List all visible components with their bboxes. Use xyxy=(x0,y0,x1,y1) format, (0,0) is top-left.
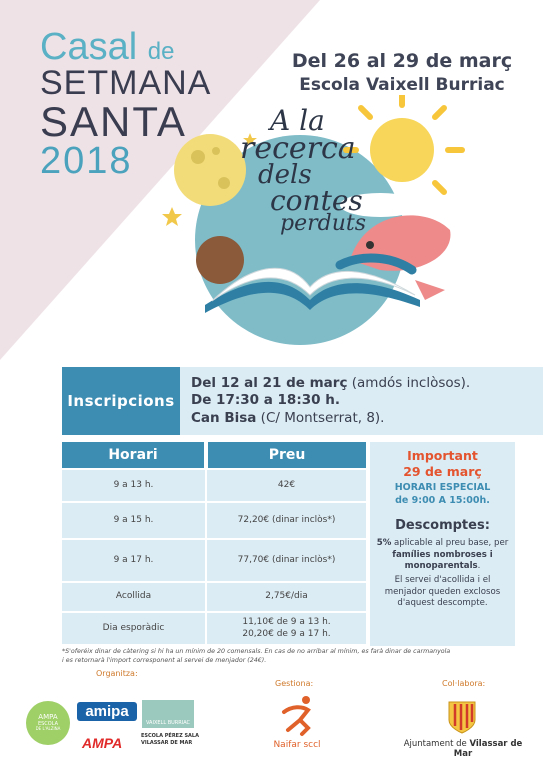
price-line: 11,10€ de 9 a 13 h. xyxy=(242,616,331,627)
table-row xyxy=(62,468,366,501)
inscriptions-details xyxy=(191,375,536,427)
special-hours: de 9:00 A 15:00h. xyxy=(395,495,490,507)
naifar-logo: Naifar sccl xyxy=(273,740,321,750)
title-setmana: SETMANA xyxy=(40,64,212,102)
escola-perez-sala-logo xyxy=(141,733,201,746)
special-hours-label: HORARI ESPECIAL xyxy=(394,481,491,493)
title-year: 2018 xyxy=(40,139,133,182)
discount-end: . xyxy=(477,561,481,572)
ampa-red-logo: AMPA xyxy=(82,735,123,751)
title-casal: Casal xyxy=(40,26,138,68)
logo-text: ESCOLA PÉREZ SALA xyxy=(141,733,199,739)
discount-text: aplicable al preu base, per xyxy=(391,538,509,549)
date-range: Del 26 al 29 de març xyxy=(291,50,513,72)
discount-families: famílies nombroses i monoparentals xyxy=(392,549,493,572)
table-row xyxy=(62,501,366,538)
event-dates xyxy=(272,50,532,95)
cell-price: 42€ xyxy=(207,470,366,501)
organitza-label: Organitza: xyxy=(96,669,138,678)
vaixell-logo: VAIXELL BURRIAC xyxy=(142,700,194,728)
amipa-logo: amipa xyxy=(77,702,137,721)
cell-time: 9 a 15 h. xyxy=(62,503,205,538)
header-preu: Preu xyxy=(208,442,366,468)
logo-text: VILASSAR DE MAR xyxy=(141,739,193,746)
collabora-label: Col·labora: xyxy=(442,679,486,688)
title-santa: SANTA xyxy=(40,97,187,145)
footnote-line: *S'oferéix dinar de càtering si hi ha un mínim de 20 comensals. En cas de no arribar al mínim, es farà dinar de carmanyola xyxy=(62,648,451,655)
crest-icon xyxy=(447,700,477,734)
inscriptions-address: (C/ Montserrat, 8). xyxy=(256,409,385,426)
theme-line: dels xyxy=(258,160,312,191)
star-icon xyxy=(162,207,182,226)
logo-text: ESCOLA xyxy=(37,720,59,727)
school-name: Escola Vaixell Burriac xyxy=(299,75,505,95)
schedule-table xyxy=(62,442,366,644)
cell-time: 9 a 13 h. xyxy=(62,470,205,501)
theme-line: contes xyxy=(270,183,363,217)
ajuntament-logo xyxy=(398,739,528,759)
theme-line: recerca xyxy=(240,130,356,166)
inscriptions-label: Inscripcions xyxy=(62,367,180,435)
discount-exclusion: El servei d'acollida i el menjador queden exclosos d'aquest descompte. xyxy=(384,574,501,609)
ampa-circle-logo xyxy=(26,701,70,745)
discount-pct: 5% xyxy=(376,538,392,549)
cell-price: 72,20€ (dinar inclòs*) xyxy=(207,503,366,538)
cell-time: Dia esporàdic xyxy=(62,613,205,644)
gestiona-label: Gestiona: xyxy=(275,679,314,688)
important-date: 29 de març xyxy=(403,464,482,480)
theme-line: A la xyxy=(270,104,325,137)
ajuntament-town: Vilassar de Mar xyxy=(453,739,523,759)
inscriptions-place: Can Bisa xyxy=(191,409,257,426)
footnote xyxy=(62,648,517,665)
inscriptions-dates-note: (amdós inclòsos). xyxy=(347,375,471,391)
theme-title xyxy=(240,104,400,237)
cell-price xyxy=(207,613,366,644)
table-row xyxy=(62,538,366,581)
header-horari: Horari xyxy=(62,442,204,468)
table-row xyxy=(62,611,366,644)
cell-price: 2,75€/dia xyxy=(207,583,366,611)
theme-line: perduts xyxy=(280,211,367,237)
naifar-runner-icon xyxy=(278,694,318,738)
important-panel xyxy=(370,442,515,646)
discounts-title: Descomptes: xyxy=(395,518,490,534)
title-de: de xyxy=(147,38,175,65)
cell-price: 77,70€ (dinar inclòs*) xyxy=(207,540,366,581)
discounts-text xyxy=(370,538,515,573)
table-row xyxy=(62,581,366,611)
cell-time: Acollida xyxy=(62,583,205,611)
moon-icon xyxy=(174,134,246,206)
inscriptions-dates: Del 12 al 21 de març xyxy=(191,375,348,391)
inscriptions-hours: De 17:30 a 18:30 h. xyxy=(191,392,340,409)
footnote-line: i es retornarà l'import corresponent al servei de menjador (24€). xyxy=(62,656,267,664)
coconut-icon xyxy=(196,236,244,284)
important-label: Important xyxy=(407,448,478,463)
ajuntament-text: Ajuntament de xyxy=(403,739,470,749)
price-line: 20,20€ de 9 a 17 h. xyxy=(242,628,331,639)
logo-text: AMPA xyxy=(38,713,58,722)
table-header xyxy=(62,442,366,468)
cell-time: 9 a 17 h. xyxy=(62,540,205,581)
logo-text: DE L'ALZINA xyxy=(35,726,61,732)
